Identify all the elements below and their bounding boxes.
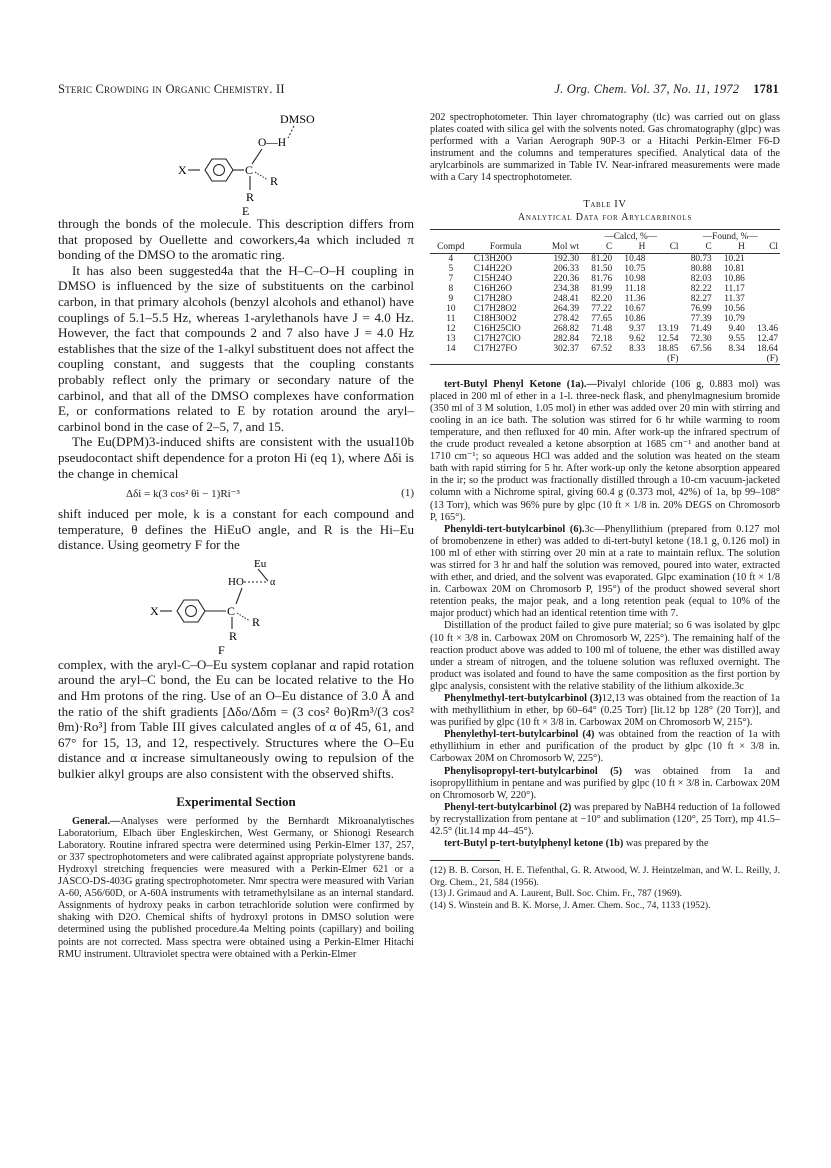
section-3-text: 12,13 was obtained from the reaction of 1a with methyllithium in ether, bp 60–64° (0.25 Torr) [lit.12 bp 128° (20 Torr)], and was purified by glpc (10 ft × 3/8 in. Carbowax 20M on Chromosorb W, 215°). [430,693,780,729]
section-6-text: 3c—Phenyllithium (prepared from 0.127 mol of bromobenzene in ether) was added to di-tert-butyl ketone (18.1 g, 0.126 mol) in 100 ml of ether with stirring over 20 min at a rate to maintain reflux. The solution was stirred for 3 hr and half the solution was removed, poured into water, extracted with ether, and dried, and the solvent was evaporated. Glpc examination (10 ft × 1/8 in. Carbowax 20M on Chromosorb P, 195°) of the product showed several short retention peaks, the major peak, and a long retention peak (equal to 10% of the major product) which had an identical retention time with 7. [430,523,780,620]
table-iv-group-header [430,229,780,242]
table-cell: 10.75 [624,263,646,274]
table-row [430,284,780,294]
table-cell: 8.33 [629,343,646,354]
structure-e-c: C [245,163,254,177]
table-cell [472,354,540,365]
table-cell [681,354,714,365]
table-iv-col-header: H [714,242,747,254]
table-cell: 10.21 [723,253,745,264]
section-1a [430,379,780,524]
table-cell: 9.55 [728,333,745,344]
table-cell [647,284,680,294]
table-cell: 14 [446,343,456,354]
journal-citation [554,82,779,97]
left-column [58,112,414,961]
table-iv-subtitle: Analytical Data for Arylcarbinols [517,211,693,223]
table-cell [747,264,780,274]
footnote: (14) S. Winstein and B. K. Morse, J. Amer. Chem. Soc., 74, 1133 (1952). [430,899,711,911]
table-cell: 7 [448,273,454,284]
table-cell: 9 [448,293,454,304]
table-iv-col-header: Mol wt [540,242,581,254]
structure-e-x: X [178,163,187,177]
section-2-heading: Phenyl-tert-butylcarbinol (2) [444,801,572,813]
table-cell: 67.52 [591,343,613,354]
footnote: (12) B. B. Corson, H. E. Tiefenthal, G. R. Atwood, W. J. Heintzelman, and W. L. Reilly, J. Org. Chem., 21, 584 (1956). [430,865,780,888]
table-iv [430,229,780,365]
table-cell: 220.36 [553,273,580,284]
equation-1-number: (1) [401,487,414,500]
table-cell: C17H27ClO [473,333,521,344]
table-cell: 5 [448,263,454,274]
table-cell: 9.37 [629,323,646,334]
table-cell: (F) [667,353,679,364]
experimental-section-title: Experimental Section [176,793,296,809]
structure-f-alpha: α [270,576,276,588]
table-iv-column-header [430,242,780,254]
table-cell: 76.99 [690,303,712,314]
table-cell: (F) [766,353,778,364]
table-cell: 82.22 [690,283,712,294]
section-1b-heading: tert-Butyl p-tert-butylphenyl ketone (1b) [444,838,624,850]
table-iv-col-header: C [681,242,714,254]
table-cell: 11.36 [624,293,646,304]
structure-f-x: X [150,603,159,618]
table-cell: 71.48 [591,323,613,334]
table-iv-title: Table IV [583,198,627,210]
table-cell [747,284,780,294]
table-row [430,334,780,344]
page-number: 1781 [753,82,779,96]
right-paragraph-1: 202 spectrophotometer. Thin layer chromatography (tlc) was carried out on glass plates coated with silica gel with the solvents noted. Gas chromatography (glpc) was performed with a Varian Aerograph 90P-3 or a Hitachi Perkin-Elmer F6-D instrument and the columns and temperatures specified. Analytical data of the arylcarbinols are summarized in Table IV. Near-infrared measurements were made with a Cary 14 spectrophotometer. [430,112,780,184]
table-cell [747,304,780,314]
section-2 [430,802,780,838]
table-cell: C18H30O2 [473,313,517,324]
table-cell: 13 [446,333,456,344]
right-column [430,112,780,911]
table-iv-body [430,253,780,364]
table-iv-found-group: —Found, %— [702,231,758,242]
general-text: Analyses were performed by the Bernhardt Mikroanalytisches Laboratorium, Elbach über Engleskirchen, West Germany, or Shionogi Research Laboratory. Routine infrared spectra were determined using Perkin-Elmer 137, 257, or 337 spectrophotometers and were calibrated against appropriate polystyrene bands. Hydroxyl stretching frequencies were measured with a Perkin-Elmer 621 or a JASCO-DS-403G grating spectrophotometer. Nmr spectra were measured with Varian A-60, A56/60D, or A-60A instruments with tetramethylsilane as an internal standard. Assignments of hydroxy peaks in carbon tetrachloride solution were confirmed by shaking with D2O. Chemical shifts of hydroxyl protons in DMSO solution were determined using the published procedure.4a Melting points (capillary) and boiling points are not corrected. Mass spectra were obtained using a Perkin-Elmer Hitachi RMU instrument. Ultraviolet spectra were obtained with a Perkin-Elmer [58,815,414,960]
table-cell: 82.03 [690,273,712,284]
left-paragraph-1: through the bonds of the molecule. This description differs from that proposed by Ouellette and coworkers,4a which included π bonding of the DMSO to the aromatic ring. [58,216,414,263]
table-cell: 268.82 [553,323,580,334]
table-cell: C17H28O2 [473,303,517,314]
structure-f-c: C [227,603,236,618]
structure-f-ho: HO [228,575,244,588]
section-3 [430,693,780,729]
section-1b [430,838,780,850]
table-cell [714,354,747,365]
table-cell: 10.98 [624,273,646,284]
table-cell: 9.40 [728,323,745,334]
structure-f-eu: Eu [254,557,267,570]
table-cell [581,354,614,365]
table-cell [647,253,680,264]
table-iv-col-header: Compd [430,242,472,254]
section-1a-heading: tert-Butyl Phenyl Ketone (1a).— [444,378,597,390]
table-cell [647,274,680,284]
table-cell: 10.79 [723,313,745,324]
table-row [430,324,780,334]
table-cell: 234.38 [553,283,580,294]
table-cell: 12 [446,323,456,334]
table-cell: 80.88 [690,263,712,274]
table-cell: 11.18 [624,283,646,294]
footnote: (13) J. Grimaud and A. Laurent, Bull. Soc. Chim. Fr., 787 (1969). [430,888,683,900]
structure-f-r1: R [252,614,261,629]
table-iv-col-header: Cl [647,242,680,254]
table-cell: 282.84 [553,333,580,344]
section-4-heading: Phenylethyl-tert-butylcarbinol (4) [444,729,595,741]
table-iv-calcd-group: —Calcd, %— [604,231,658,242]
table-iv-col-header: H [614,242,647,254]
structure-e-dmso: DMSO [280,112,315,126]
running-head: Steric Crowding in Organic Chemistry. II [58,82,285,96]
section-4 [430,729,780,765]
table-cell: 10.86 [723,273,745,284]
table-cell [747,274,780,284]
section-6-heading: Phenyldi-tert-butylcarbinol (6). [444,523,585,535]
table-cell: 81.50 [591,263,613,274]
table-cell: C15H24O [473,273,512,284]
table-iv-col-header: Cl [747,242,780,254]
table-cell: 8 [448,283,454,294]
structure-e-r1: R [270,174,279,188]
structure-f-r2: R [229,628,238,643]
table-cell [647,304,680,314]
section-6-distillation: Distillation of the product failed to give pure material; so 6 was isolated by glpc (10 ft × 3/8 in. Carbowax 20M on Chromosorb W, 225°). The remaining half of the reaction product above was added to 100 ml of toluene, the ether was distilled away under a stream of nitrogen, and the toluene solution was refluxed overnight. The product was isolated and found to have the same composition as the first portion by glpc analysis, consistent with the relative stability of the lithium alkoxide.3c [430,620,780,692]
table-row [430,264,780,274]
section-5-text: was obtained from 1a and isopropyllithium in pentane and was purified by glpc (10 ft × 3/8 in. Carbowax 20M on Chromosorb W, 220°). [430,765,780,801]
footnotes [430,865,780,911]
section-3-heading: Phenylmethyl-tert-butylcarbinol (3) [444,693,602,704]
table-cell: 10.67 [624,303,646,314]
table-cell [614,354,647,365]
table-row [430,314,780,324]
left-paragraph-5: complex, with the aryl-C–O–Eu system coplanar and rapid rotation around the aryl–C bond, the Eu can be located relative to the Ho and Hm protons of the ring. Use of an O–Eu distance of 3.0 Å and the ratio of the shift gradients [Δδo/Δδm = (3 cos² θo)Rm³/(3 cos² θm)·Ro³] from Table III gives calculated angles of α of 45, 61, and 67° for 15, 13, and 12, respectively. Structures where the O–Eu distance and α increase simultaneously owing to repulsion of the bulkier alkyl groups are also consistent with the observed shifts. [58,656,414,782]
table-cell: 278.42 [553,313,580,324]
section-4-text: was obtained from the reaction of 1a with ethyllithium in ether and purification of the product by glpc (10 ft × 3/8 in. Carbowax 20M on Chromosorb W, 225°). [430,729,781,765]
table-cell: 13.46 [757,323,778,334]
table-cell: 18.64 [757,343,778,354]
journal-name: J. Org. Chem. Vol. 37, No. 11, 1972 [554,82,740,96]
table-iv-col-header: C [581,242,614,254]
table-cell: 71.49 [690,323,712,334]
table-cell: 81.99 [591,283,613,294]
left-paragraph-3: The Eu(DPM)3-induced shifts are consistent with the usual10b pseudocontact shift dependence for a proton Hi (eq 1), where Δδi is the change in chemical [58,434,414,481]
section-6 [430,524,780,621]
structure-e-r2: R [246,190,255,204]
table-cell [540,354,581,365]
equation-1 [58,487,414,500]
general-paragraph [58,816,414,961]
section-5 [430,766,780,802]
table-cell: 10 [446,303,456,314]
table-cell: 302.37 [553,343,580,354]
table-cell: 72.30 [690,333,712,344]
left-paragraph-2: It has also been suggested4a that the H–C–O–H coupling in DMSO is influenced by the size of substituents on the carbinol carbon, in that primary alcohols (benzyl alcohols and ethanol) have couplings of 5.1–5.5 Hz, whereas 1-arylethanols have J = 4.0 Hz. However, the fact that compounds 2 and 7 also have J = 4.0 Hz establishes that the size of the 1-alkyl substituent does not affect the coupling constant, and suggests that the coupling constants probably reflect only the primary or secondary nature of the carbinol, and that all of the DMSO complexes have conformation E, or conformations related to E by rotation around the aryl–carbinol bond in the case of 2–5, 7, and 15. [58,262,414,434]
table-cell: 192.30 [553,253,580,264]
table-cell: 67.56 [690,343,712,354]
table-cell [747,314,780,324]
table-cell: C17H27FO [473,343,518,354]
table-cell: 4 [448,253,454,264]
section-2-text: was prepared by NaBH4 reduction of 1a followed by recrystallization from pentane at −10° and sublimation (120°, 25 Torr), mp 41.5–42.5° (lit.14 mp 44–45°). [430,801,780,838]
table-cell: 10.81 [723,263,745,274]
table-cell: 11 [446,313,456,324]
table-cell: 77.39 [690,313,712,324]
table-cell: 264.39 [553,303,580,314]
table-cell: 10.86 [624,313,646,324]
footnote-rule [430,860,500,861]
table-cell: C13H20O [473,253,512,264]
table-row [430,253,780,264]
structure-e-drawing [58,112,414,216]
structure-f [58,553,414,657]
table-iv-col-header: Formula [472,242,540,254]
table-cell: 81.20 [591,253,613,264]
table-row [430,274,780,284]
table-cell: 82.20 [591,293,613,304]
table-cell: 10.48 [624,253,646,264]
table-cell: C16H25ClO [473,323,521,334]
table-cell: 206.33 [553,263,580,274]
table-cell: 9.62 [629,333,646,344]
table-cell: 18.85 [657,343,679,354]
table-cell: 77.65 [591,313,613,324]
table-cell: C17H28O [473,293,512,304]
table-cell [647,264,680,274]
structure-f-drawing [58,553,414,657]
structure-e [58,112,414,216]
table-cell [747,294,780,304]
table-cell: 72.18 [591,333,613,344]
left-paragraph-4: shift induced per mole, k is a constant for each compound and temperature, θ defines the HiEuO angle, and R is the Hi–Eu distance. Using geometry F for the [58,506,414,553]
table-cell: 80.73 [690,253,712,264]
table-cell: 8.34 [728,343,745,354]
table-cell: 77.22 [591,303,613,314]
section-1a-text: Pivalyl chloride (106 g, 0.883 mol) was placed in 200 ml of ether in a 1-l. three-neck flask, and phenylmagnesium bromide (350 ml of 3 M solution, 1.05 mol) in ether was added over 20 min with stirring and cooling in an ice bath. The solution was stirred for 6 hr while warming to room temperature, and then refluxed for 40 min. After work-up the infrared spectrum of the crude product revealed a ketone absorption at 1685 cm⁻¹ and another band at 1710 cm⁻¹; so aqueous HCl was added and the solution was heated on the steam bath with rapid stirring for 5 hr. After work-up only the ketone absorption appeared in the ir; so the product was fractionally distilled through a 10-cm vacuum-jacketed column with a Nichrome spiral, giving 60.4 g (0.373 mol, 42%) of 1a, bp 99–108° (13 Torr), which was 96% pure by glpc (10 ft × 1/8 in. 20% DEGS on Chromosorb P, 165°). [430,378,780,523]
table-cell: 82.27 [690,293,712,304]
structure-f-label: F [218,642,225,657]
table-cell [430,354,472,365]
table-cell: 81.76 [591,273,613,284]
table-cell: C16H26O [473,283,512,294]
equation-1-body: Δδi = k(3 cos² θi − 1)Ri⁻³ [126,488,240,501]
table-cell: 13.19 [657,323,679,334]
table-cell [747,253,780,264]
table-cell: 11.17 [724,283,745,294]
general-heading: General.— [72,815,121,827]
table-cell: 10.56 [723,303,745,314]
table-cell: 11.37 [724,293,745,304]
table-cell [647,314,680,324]
table-row [430,304,780,314]
structure-e-oh: O—H [258,137,287,149]
table-cell: 12.47 [757,333,778,344]
table-cell: C14H22O [473,263,512,274]
table-cell: 12.54 [657,333,679,344]
section-1b-text: was prepared by the [623,838,709,850]
table-cell [647,294,680,304]
structure-e-label: E [242,204,250,216]
section-5-heading: Phenylisopropyl-tert-butylcarbinol (5) [444,765,623,777]
table-row [430,354,780,365]
table-row [430,344,780,354]
table-row [430,294,780,304]
table-cell: 248.41 [553,293,580,304]
